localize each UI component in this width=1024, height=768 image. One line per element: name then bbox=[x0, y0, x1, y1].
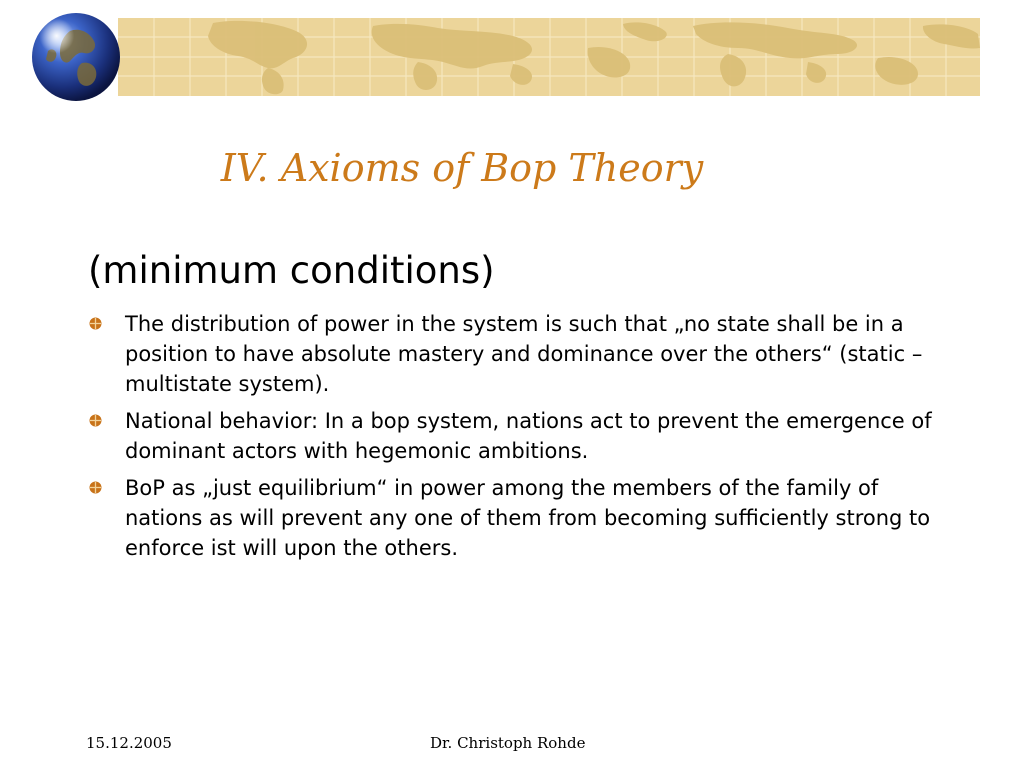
bullet-circle-icon bbox=[89, 481, 102, 494]
bullet-list bbox=[87, 309, 947, 570]
list-item bbox=[87, 473, 947, 563]
slide-subtitle: (minimum conditions) bbox=[88, 249, 495, 292]
bullet-circle-icon bbox=[89, 317, 102, 330]
bullet-text: National behavior: In a bop system, nations act to prevent the emergence of dominant actors with hegemonic ambitions. bbox=[125, 409, 932, 463]
list-item bbox=[87, 406, 947, 466]
footer-date: 15.12.2005 bbox=[86, 734, 172, 752]
bullet-text: BoP as „just equilibrium“ in power among the members of the family of nations as will prevent any one of them from becoming sufficiently strong to enforce ist will upon the others. bbox=[125, 476, 931, 560]
bullet-circle-icon bbox=[89, 414, 102, 427]
bullet-text: The distribution of power in the system is such that „no state shall be in a position to have absolute mastery and dominance over the others“ (static – multistate system). bbox=[125, 312, 923, 396]
footer-author: Dr. Christoph Rohde bbox=[430, 734, 586, 752]
globe-icon bbox=[30, 11, 122, 103]
slide-title: IV. Axioms of Bop Theory bbox=[220, 146, 704, 190]
list-item bbox=[87, 309, 947, 399]
world-map-banner bbox=[118, 18, 980, 96]
